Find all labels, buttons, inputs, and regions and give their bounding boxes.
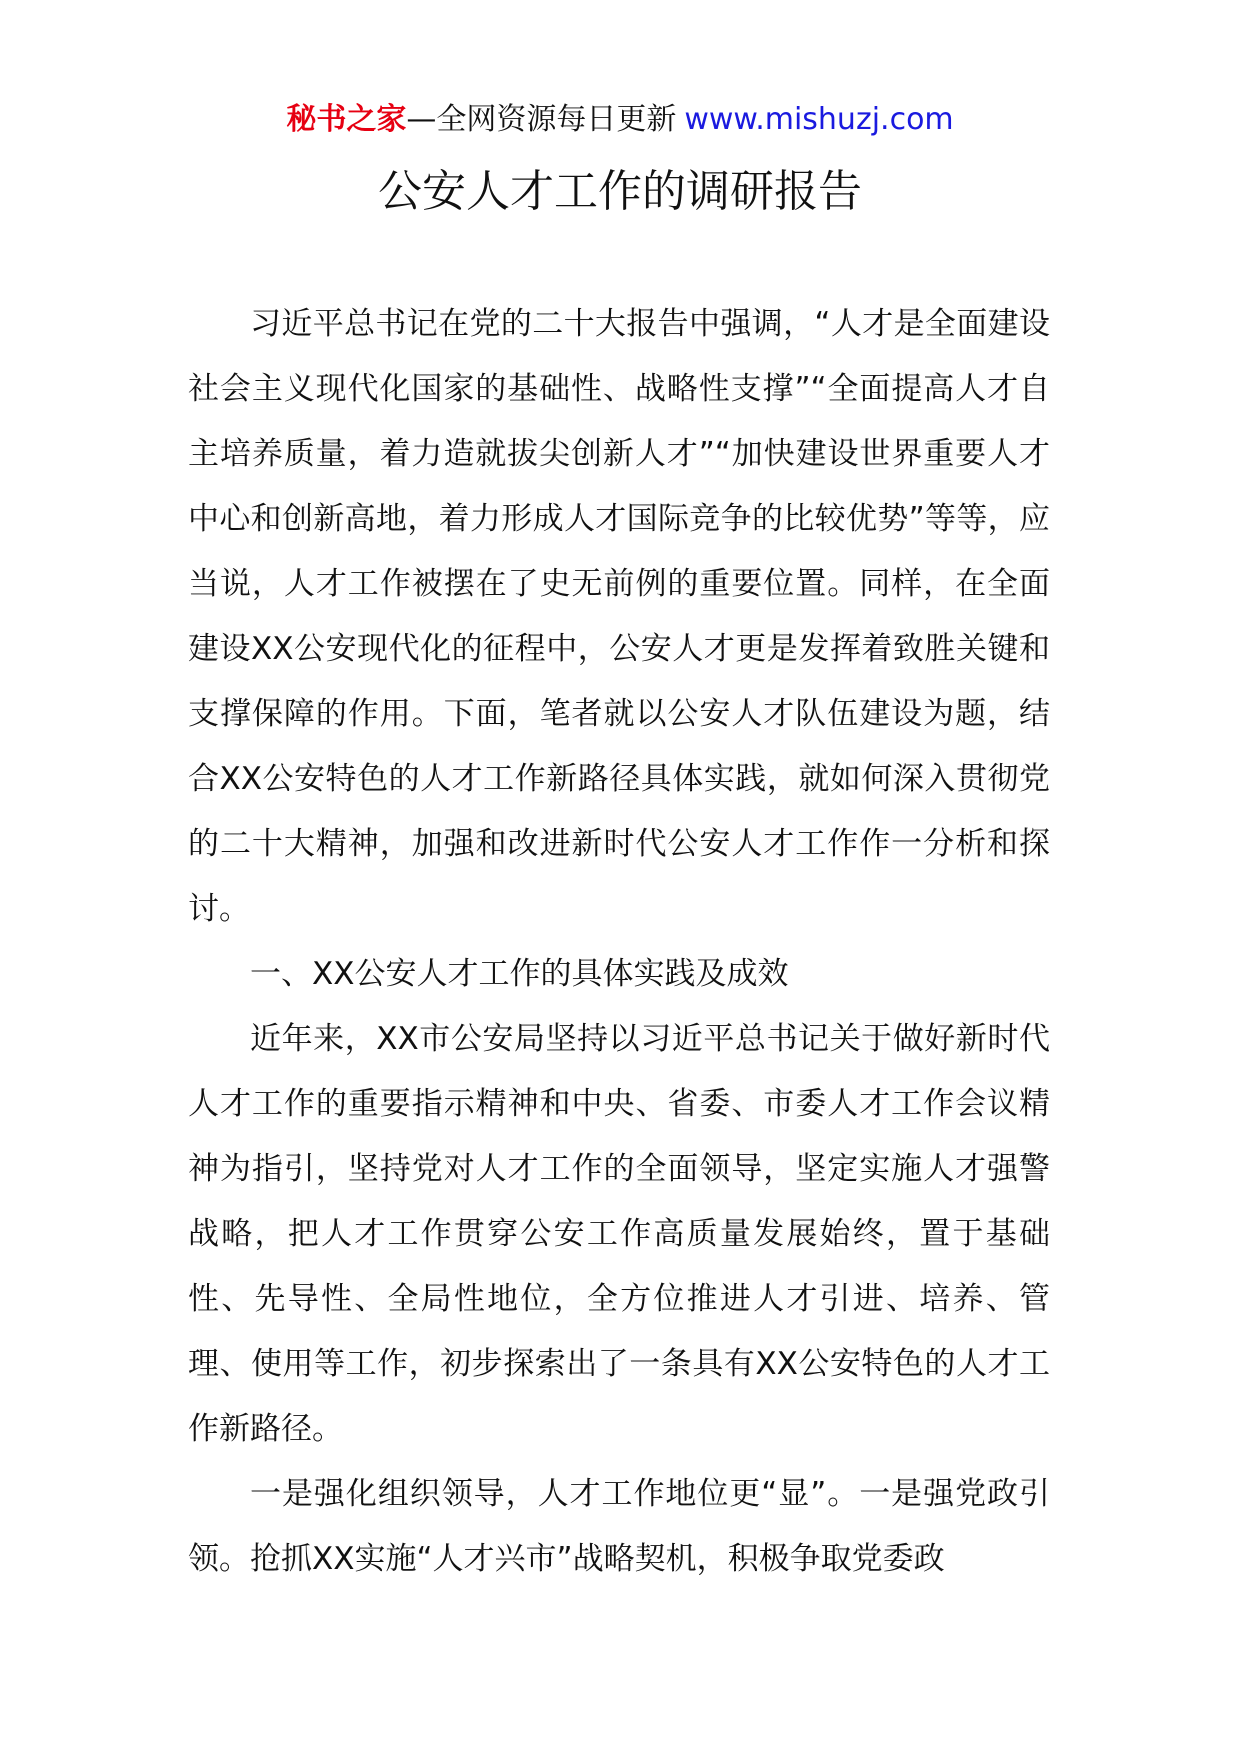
site-header (0, 100, 1240, 140)
paragraph-leadership: 一是强化组织领导，人才工作地位更“显”。一是强党政引领。抢抓XX实施“人才兴市”战略契机，积极争取党委政 (188, 1476, 1050, 1577)
paragraph-intro: 习近平总书记在党的二十大报告中强调，“人才是全面建设社会主义现代化国家的基础性、战略性支撑”“全面提高人才自主培养质量，着力造就拔尖创新人才”“加快建设世界重要人才中心和创新高地，着力形成人才国际竞争的比较优势”等等，应当说，人才工作被摆在了史无前例的重要位置。同样，在全面建设XX公安现代化的征程中，公安人才更是发挥着致胜关键和支撑保障的作用。下面，笔者就以公安人才队伍建设为题，结合XX公安特色的人才工作新路径具体实践，就如何深入贯彻党的二十大精神，加强和改进新时代公安人才工作作一分析和探讨。 (188, 306, 1050, 927)
section-heading: 一、XX公安人才工作的具体实践及成效 (250, 956, 789, 992)
site-url-link[interactable]: www.mishuzj.com (684, 102, 954, 137)
document-title: 公安人才工作的调研报告 (378, 166, 862, 217)
header-tagline: —全网资源每日更新 (406, 102, 677, 137)
brand-name: 秘书之家 (286, 102, 407, 137)
paragraph-practice: 近年来，XX市公安局坚持以习近平总书记关于做好新时代人才工作的重要指示精神和中央、省委、市委人才工作会议精神为指引，坚持党对人才工作的全面领导，坚定实施人才强警战略，把人才工作贯穿公安工作高质量发展始终，置于基础性、先导性、全局性地位，全方位推进人才引进、培养、管理、使用等工作，初步探索出了一条具有XX公安特色的人才工作新路径。 (188, 1021, 1050, 1447)
document-body (188, 292, 1050, 1592)
